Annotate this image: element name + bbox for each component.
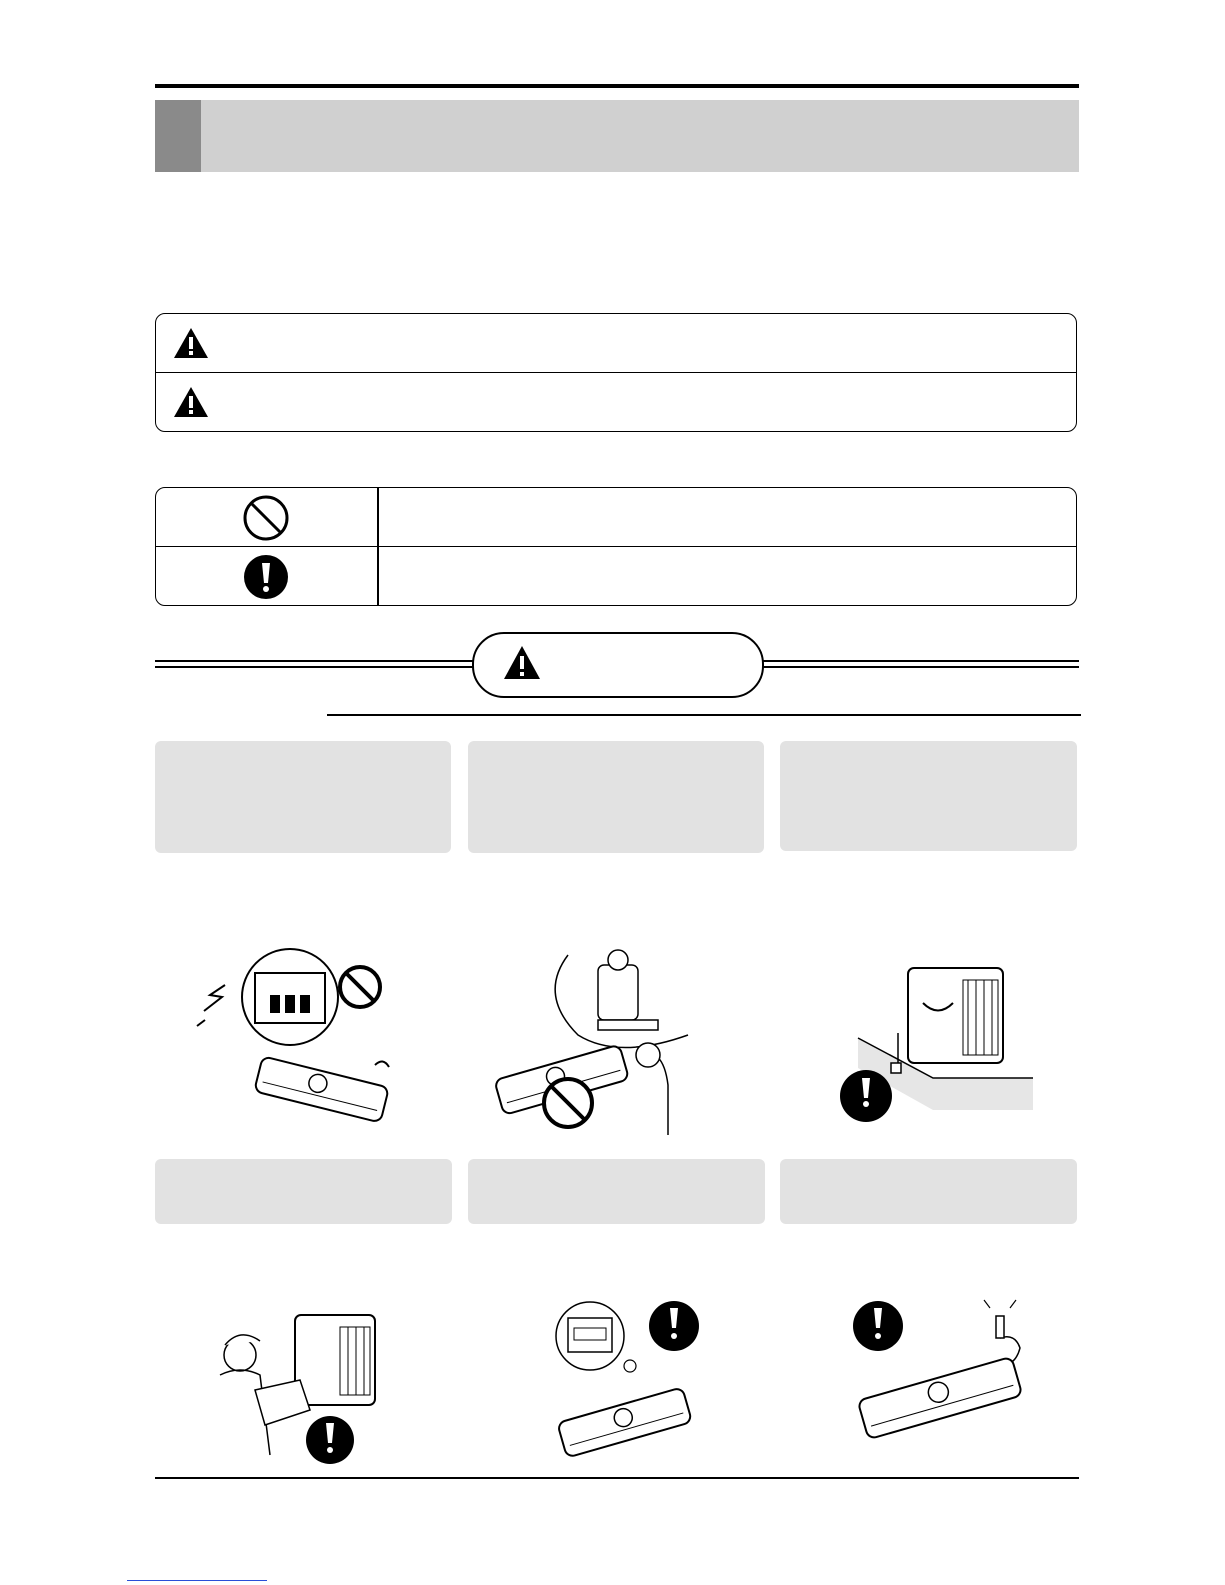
warning-card bbox=[468, 741, 764, 853]
warning-card-text bbox=[468, 1159, 765, 1183]
section-header-bar bbox=[155, 100, 1079, 172]
signal-word-table bbox=[155, 313, 1077, 432]
bottom-rule bbox=[155, 1477, 1079, 1479]
symbol-row-mandatory bbox=[156, 546, 1076, 605]
warning-card-text bbox=[155, 741, 451, 765]
banner-line-right-bottom bbox=[760, 666, 1079, 668]
prohibition-icon bbox=[242, 494, 290, 542]
installer-manual-illustration bbox=[200, 1295, 400, 1465]
banner-line-left-bottom bbox=[155, 666, 473, 668]
symbol-row-prohibited bbox=[156, 488, 1076, 546]
fuse-indoor-unit-illustration bbox=[850, 1298, 1040, 1458]
banner-line-right-top bbox=[760, 660, 1079, 662]
warning-card bbox=[780, 741, 1077, 851]
warning-card bbox=[780, 1159, 1077, 1224]
warning-banner bbox=[472, 632, 764, 698]
signal-row-warning bbox=[156, 314, 1076, 372]
breaker-box-indoor-unit-illustration bbox=[550, 1298, 710, 1468]
mandatory-exclamation-icon bbox=[242, 553, 290, 601]
signal-row-caution bbox=[156, 372, 1076, 431]
breaker-switch-illustration bbox=[195, 945, 415, 1135]
warning-card-text bbox=[468, 741, 764, 765]
warning-triangle-icon bbox=[502, 644, 542, 682]
warning-card-text bbox=[780, 741, 1077, 765]
footer-underline bbox=[127, 1580, 267, 1581]
warning-card bbox=[155, 1159, 452, 1224]
warning-card-text bbox=[780, 1159, 1077, 1183]
warning-card-text bbox=[155, 1159, 452, 1183]
section-rule bbox=[327, 714, 1081, 716]
section-header-tab bbox=[155, 100, 201, 172]
phone-service-illustration bbox=[488, 945, 708, 1140]
outdoor-unit-ground-illustration bbox=[838, 958, 1038, 1128]
symbol-table bbox=[155, 487, 1077, 606]
warning-triangle-icon bbox=[172, 385, 210, 419]
banner-line-left-top bbox=[155, 660, 473, 662]
warning-card bbox=[155, 741, 451, 853]
warning-triangle-icon bbox=[172, 326, 210, 360]
warning-card bbox=[468, 1159, 765, 1224]
top-rule bbox=[155, 84, 1079, 88]
